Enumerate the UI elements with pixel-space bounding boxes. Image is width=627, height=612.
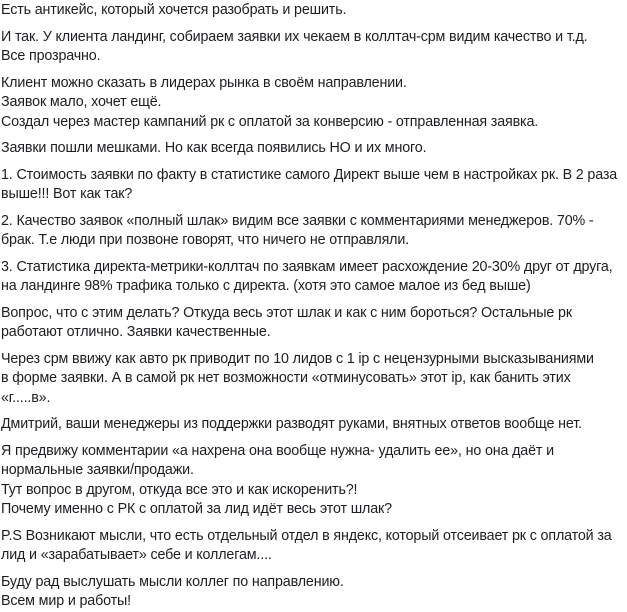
text-line: Есть антикейс, который хочется разобрать и решить.: [1, 2, 347, 18]
text-line: лид и «зарабатывает» себе и коллегам....: [1, 547, 272, 563]
paragraph-anticipation: [1, 442, 627, 520]
text-line: Буду рад выслушать мысли коллег по направлению.: [1, 573, 344, 590]
text-line: Через срм ввижу как авто рк приводит по 10 лидов с 1 ip с нецензурными высказываниями: [1, 350, 594, 367]
text-line: «г.....в».: [1, 389, 51, 406]
text-line: в форме заявки. А в самой рк нет возможности «отминусовать» этот ip, как банить этих: [1, 370, 571, 386]
paragraph-question: [1, 304, 627, 343]
text-line: Клиент можно сказать в лидерах рынка в своём направлении.: [1, 74, 407, 91]
text-line: 2. Качество заявок «полный шлак» видим все заявки с комментариями менеджеров. 70% -: [1, 212, 594, 229]
text-line: Заявок мало, хочет ещё.: [1, 94, 162, 110]
text-line: Заявки пошли мешками. Но как всегда появились НО и их много.: [1, 140, 427, 156]
text-line: И так. У клиента ландинг, собираем заявки их чекаем в коллтач-срм видим качество и т.д.: [1, 28, 588, 45]
paragraph-setup: [1, 28, 627, 67]
text-line: на ландинге 98% трафика только с директа. (хотя это самое малое из бед выше): [1, 278, 531, 294]
paragraph-ps: [1, 527, 627, 566]
text-line: выше!!! Вот как так?: [1, 186, 133, 202]
paragraph-crm-observation: [1, 350, 627, 409]
post-body: [0, 1, 627, 612]
text-line: P.S Возникают мысли, что есть отдельный отдел в яндекс, который отсеивает рк с оплатой за: [1, 527, 612, 544]
text-line: 1. Стоимость заявки по факту в статистике самого Директ выше чем в настройках рк. В 2 раза: [1, 166, 618, 183]
paragraph-problem-2: [1, 212, 627, 251]
paragraph-intro: [1, 1, 627, 21]
paragraph-problems-intro: [1, 139, 627, 159]
paragraph-problem-1: [1, 166, 627, 205]
text-line: Всем мир и работы!: [1, 593, 131, 609]
text-line: Все прозрачно.: [1, 48, 101, 64]
text-line: Дмитрий, ваши менеджеры из поддержки разводят руками, внятных ответов вообще нет.: [1, 416, 582, 432]
paragraph-problem-3: [1, 258, 627, 297]
text-line: работают отлично. Заявки качественные.: [1, 324, 271, 340]
text-line: брак. Т.е люди при позвоне говорят, что ничего не отправляли.: [1, 232, 410, 248]
text-line: 3. Статистика директа-метрики-коллтач по заявкам имеет расхождение 20-30% друг от друга,: [1, 258, 613, 275]
text-line: Тут вопрос в другом, откуда все это и как искоренить?!: [1, 481, 358, 498]
text-line: Создал через мастер кампаний рк с оплатой за конверсию - отправленная заявка.: [1, 113, 539, 130]
paragraph-client: [1, 74, 627, 133]
text-line: Вопрос, что с этим делать? Откуда весь этот шлак и как с ним бороться? Остальные рк: [1, 304, 572, 321]
text-line: Я предвижу комментарии «а нахрена она вообще нужна- удалить ее», но она даёт и: [1, 442, 554, 459]
paragraph-closing: [1, 573, 627, 612]
text-line: нормальные заявки/продажи.: [1, 462, 194, 478]
text-line: Почему именно с РК с оплатой за лид идёт весь этот шлак?: [1, 501, 392, 517]
paragraph-support: [1, 415, 627, 435]
